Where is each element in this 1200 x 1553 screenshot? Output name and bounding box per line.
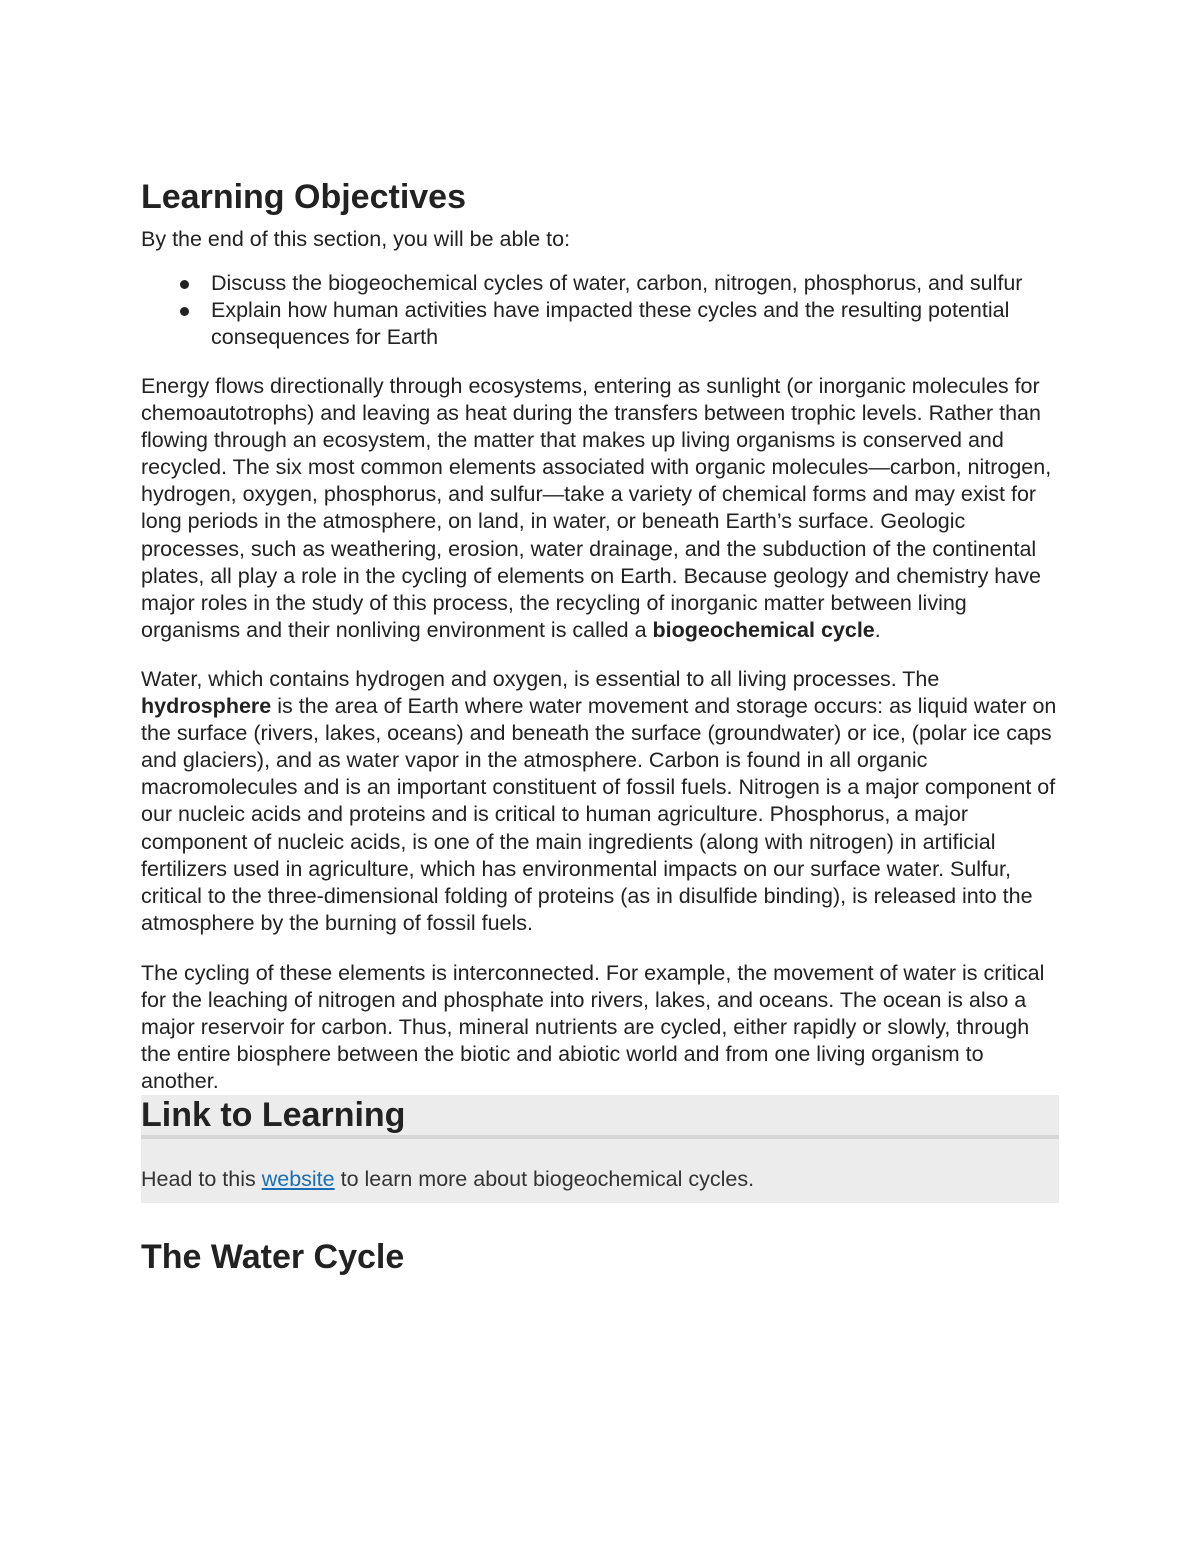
paragraph-water <box>141 666 1059 937</box>
paragraph-text: . <box>874 617 881 642</box>
list-item <box>211 270 1059 297</box>
website-link[interactable]: website <box>261 1167 335 1192</box>
link-to-learning-box <box>141 1095 1059 1203</box>
paragraph-energy-flow <box>141 373 1059 644</box>
link-to-learning-text <box>141 1166 1059 1193</box>
objectives-list <box>141 270 1059 351</box>
paragraph-text: Water, which contains hydrogen and oxygen, is essential to all living processes. The <box>141 666 940 691</box>
objective-text: Discuss the biogeochemical cycles of water, carbon, nitrogen, phosphorus, and sulfur <box>211 271 1023 295</box>
bullet-icon <box>180 280 189 289</box>
key-term-hydrosphere: hydrosphere <box>141 694 272 719</box>
link-to-learning-title: Link to Learning <box>141 1095 1059 1139</box>
learning-objectives-heading: Learning Objectives <box>141 178 466 216</box>
objectives-intro: By the end of this section, you will be able to: <box>141 227 571 251</box>
list-item <box>211 297 1059 351</box>
paragraph-text: Energy flows directionally through ecosystems, entering as sunlight (or inorganic molecules for chemoautotrophs) and leaving as heat during the transfers between trophic levels. Rather than flowing through an ecosystem, the matter that makes up living organisms is conserved and recycled. The six most common elements associated with organic molecules—carbon, nitrogen, hydrogen, oxygen, phosphorus, and sulfur—take a variety of chemical forms and may exist for long periods in the atmosphere, on land, in water, or beneath Earth’s surface. Geologic processes, such as weathering, erosion, water drainage, and the subduction of the continental plates, all play a role in the cycling of elements on Earth. Because geology and chemistry have major roles in the study of this process, the recycling of inorganic matter between living organisms and their nonliving environment is called a <box>141 374 1052 642</box>
water-cycle-heading: The Water Cycle <box>141 1238 405 1277</box>
key-term-biogeochemical-cycle: biogeochemical cycle <box>652 617 875 642</box>
document-page <box>141 176 1059 1278</box>
bullet-icon <box>180 307 189 316</box>
callout-text-before: Head to this <box>141 1167 262 1192</box>
callout-text-after: to learn more about biogeochemical cycles. <box>334 1167 755 1192</box>
paragraph-cycling: The cycling of these elements is interconnected. For example, the movement of water is critical for the leaching of nitrogen and phosphate into rivers, lakes, and oceans. The ocean is also a major reservoir for carbon. Thus, mineral nutrients are cycled, either rapidly or slowly, through the entire biosphere between the biotic and abiotic world and from one living organism to another. <box>141 960 1045 1094</box>
objective-text: Explain how human activities have impacted these cycles and the resulting potential consequences for Earth <box>211 298 1010 349</box>
paragraph-text: is the area of Earth where water movement and storage occurs: as liquid water on the surface (rivers, lakes, oceans) and beneath the surface (groundwater) or ice, (polar ice caps and glaciers), and as water vapor in the atmosphere. Carbon is found in all organic macromolecules and is an important constituent of fossil fuels. Nitrogen is a major component of our nucleic acids and proteins and is critical to human agriculture. Phosphorus, a major component of nucleic acids, is one of the main ingredients (along with nitrogen) in artificial fertilizers used in agriculture, which has environmental impacts on our surface water. Sulfur, critical to the three-dimensional folding of proteins (as in disulfide binding), is released into the atmosphere by the burning of fossil fuels. <box>141 694 1057 935</box>
